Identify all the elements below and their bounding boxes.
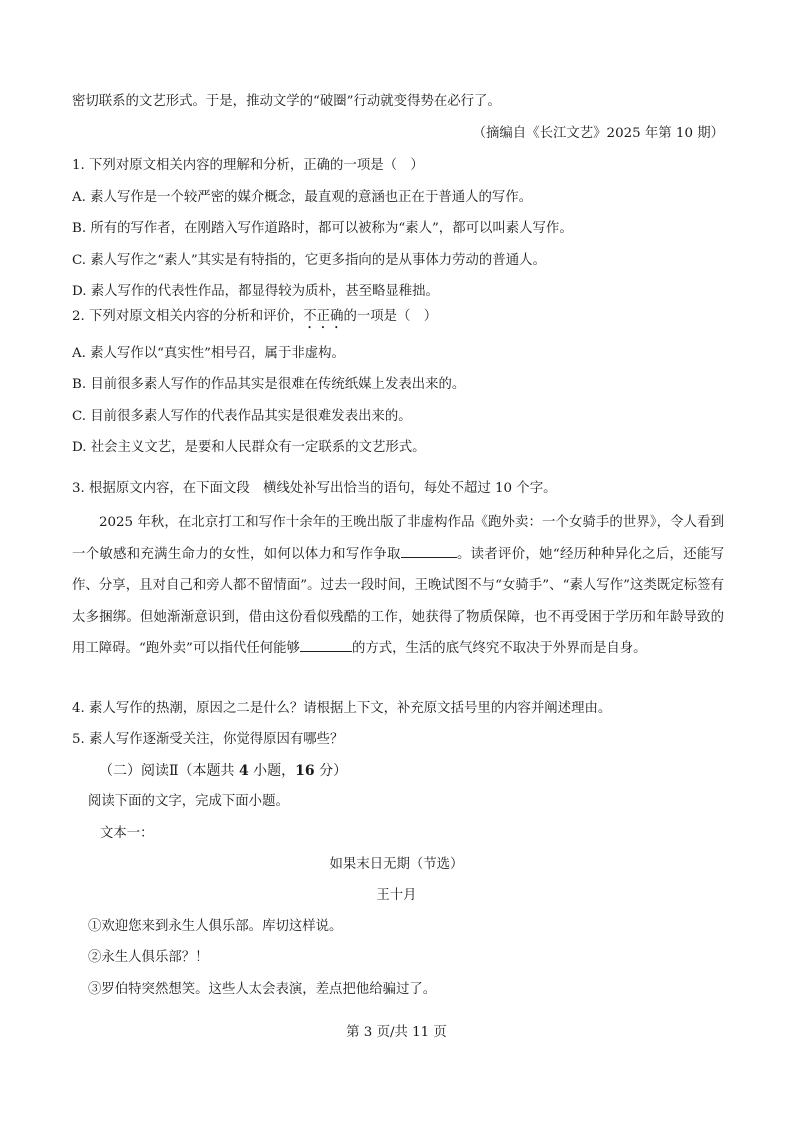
question-2-option-d: D. 社会主义文艺，是要和人民群众有一定联系的文艺形式。 [72, 440, 426, 455]
story-line-1: ①欢迎您来到永生人俱乐部。库切这样说。 [88, 919, 343, 934]
page-footer: 第 3 页/共 11 页 [346, 1025, 447, 1040]
source-note: （摘编自《长江文艺》2025 年第 10 期） [472, 126, 724, 141]
question-3-stem: 3. 根据原文内容，在下面文段 横线处补写出恰当的语句，每处不超过 10 个字。 [72, 481, 557, 496]
question-2-stem-after: 的一项是（ ） [343, 309, 438, 324]
question-3-passage [72, 507, 724, 665]
question-2-option-c: C. 目前很多素人写作的代表作品其实是很难发表出来的。 [72, 409, 412, 424]
passage-part-1: 2025 年秋，在北京打工和写作十余年的王晚出版了非虚构作品《跑外卖：一个女骑手的世界》，令人看到一个敏感和充满生命力的女性，如何以体力和写作争取 [72, 515, 724, 562]
section-2-heading [99, 762, 347, 780]
passage-part-3: 的方式，生活的底气终究不取决于外界而是自身。 [351, 641, 647, 656]
section-2-count: 4 [238, 763, 249, 779]
question-1-option-a: A. 素人写作是一个较严密的媒介概念，最直观的意涵也正在于普通人的写作。 [72, 190, 533, 205]
story-author: 王十月 [376, 888, 417, 903]
section-2-score: 16 [295, 763, 315, 779]
section-2-label-mid: 小题， [248, 763, 296, 779]
story-line-3: ③罗伯特突然想笑。这些人太会表演，差点把他给骗过了。 [88, 982, 437, 997]
section-2-label: （二）阅读Ⅱ（本题共 [99, 763, 239, 779]
text-1-label: 文本一： [100, 826, 154, 841]
question-1-option-c: C. 素人写作之“素人”其实是有特指的，它更多指向的是从事体力劳动的普通人。 [72, 253, 546, 268]
reading-instruction: 阅读下面的文字，完成下面小题。 [88, 794, 289, 809]
question-1-stem: 1. 下列对原文相关内容的理解和分析，正确的一项是（ ） [72, 158, 424, 173]
answer-blank-1[interactable] [401, 543, 457, 558]
question-1-option-b: B. 所有的写作者，在刚踏入写作道路时，都可以被称为“素人”，都可以叫素人写作。 [72, 221, 573, 236]
question-2-stem [72, 308, 437, 332]
story-line-2: ②永生人俱乐部？！ [88, 950, 209, 965]
answer-blank-2[interactable] [300, 637, 352, 652]
question-1-option-d: D. 素人写作的代表性作品，都显得较为质朴，甚至略显稚拙。 [72, 284, 439, 299]
question-2-option-b: B. 目前很多素人写作的作品其实是很难在传统纸媒上发表出来的。 [72, 377, 466, 392]
passage-part-2: 。读者评价，她“经历种种异化之后，还能写作、分享，且对自己和旁人都不留情面”。过去一段时间，王晚试图不与“女骑手”、“素人写作”这类既定标签有太多捆绑。但她渐渐意识到，借由这份看似残酷的工作，她获得了物质保障，也不再受困于学历和年龄导致的用工障碍。“跑外卖”可以指代任何能够 [72, 546, 724, 656]
question-2-stem-before: 2. 下列对原文相关内容的分析和评价， [72, 309, 304, 324]
question-2-option-a: A. 素人写作以“真实性”相号召，属于非虚构。 [72, 346, 345, 361]
question-5: 5. 素人写作逐渐受关注，你觉得原因有哪些？ [72, 732, 344, 747]
story-title: 如果末日无期（节选） [329, 857, 464, 872]
question-4: 4. 素人写作的热潮，原因之二是什么？请根据上下文，补充原文括号里的内容并阐述理由。 [72, 701, 612, 716]
intro-line: 密切联系的文艺形式。于是，推动文学的“破圈”行动就变得势在必行了。 [72, 94, 501, 109]
question-2-stem-emphasis: 不正确 [303, 309, 344, 324]
section-2-label-end: 分） [314, 763, 348, 779]
